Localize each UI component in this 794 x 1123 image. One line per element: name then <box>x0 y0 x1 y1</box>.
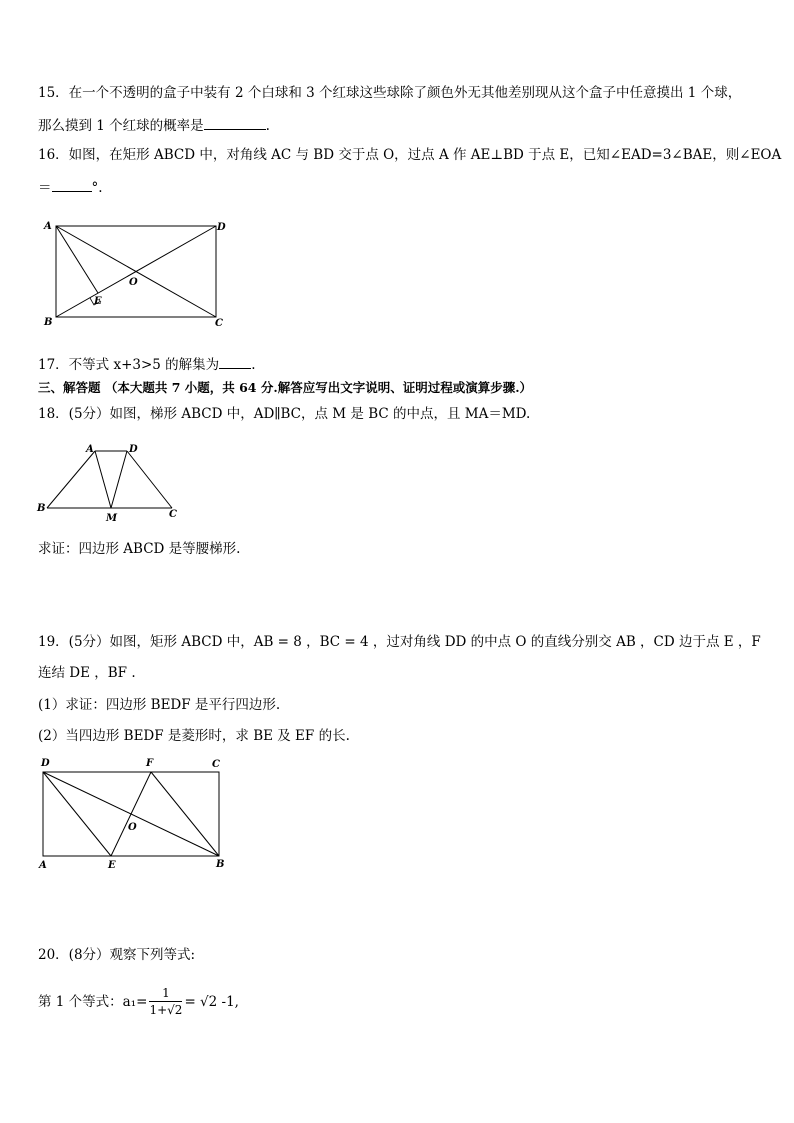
q19-segment-ef <box>111 772 151 856</box>
q19-label-f: F <box>146 758 154 769</box>
q19-label-c: C <box>212 759 220 770</box>
q17-line <box>38 354 255 374</box>
q18-label-b: B <box>37 503 46 514</box>
q18-side-dc <box>127 451 172 508</box>
q18-label-c: C <box>169 509 177 520</box>
q16-segment-ae <box>56 226 98 293</box>
q16-label-b: B <box>44 317 53 328</box>
q16-line1: 16．如图，在矩形 ABCD 中，对角线 AC 与 BD 交于点 O，过点 A 作 AE⊥BD 于点 E，已知∠EAD=3∠BAE，则∠EOA <box>38 147 782 163</box>
q19-figure <box>34 752 234 876</box>
q19-label-o: O <box>128 822 137 833</box>
q19-label-a: A <box>39 860 47 871</box>
q19-segment-de <box>43 772 111 856</box>
q16-label-a: A <box>44 221 52 232</box>
q20-frac-denominator: 1+√2 <box>149 1003 183 1017</box>
q18-side-ab <box>47 451 95 508</box>
q19-label-d: D <box>41 758 50 769</box>
q16-eq: ＝ <box>38 180 52 196</box>
q16-label-c: C <box>215 318 223 329</box>
q16-label-o: O <box>129 277 138 288</box>
q15-end: . <box>265 118 270 134</box>
q19-label-e: E <box>108 860 116 871</box>
section-3-header: 三、解答题 （本大题共 7 小题，共 64 分.解答应写出文字说明、证明过程或演算步骤.） <box>38 380 533 395</box>
q20-equation <box>38 984 239 1024</box>
q17-end: . <box>251 357 256 373</box>
q16-label-e: E <box>94 296 102 307</box>
q20-frac-numerator: 1 <box>149 986 182 1002</box>
q18-label-m: M <box>106 513 118 524</box>
q18-segment-ma <box>95 451 111 508</box>
q19-line1: 19．(5分）如图，矩形 ABCD 中，AB = 8 ，BC = 4 ，过对角线 DD 的中点 O 的直线分别交 AB ，CD 边于点 E ，F <box>38 634 761 650</box>
q16-line2 <box>38 177 103 197</box>
q19-part2: (2）当四边形 BEDF 是菱形时，求 BE 及 EF 的长. <box>38 728 350 744</box>
q20-eq-suffix: = √2 -1, <box>184 994 239 1010</box>
q19-segment-fb <box>151 772 219 856</box>
q16-answer-blank[interactable] <box>52 177 92 192</box>
q18-label-a: A <box>86 444 94 455</box>
q19-part1: (1）求证：四边形 BEDF 是平行四边形. <box>38 697 281 713</box>
q19-label-b: B <box>216 859 225 870</box>
q15-answer-blank[interactable] <box>204 115 266 130</box>
q17-answer-blank[interactable] <box>219 354 251 369</box>
q18-prove: 求证：四边形 ABCD 是等腰梯形. <box>38 541 241 557</box>
q17-text: 17．不等式 x+3>5 的解集为 <box>38 357 220 373</box>
q15-line2 <box>38 115 270 135</box>
q20-eq-prefix: 第 1 个等式：a₁= <box>38 994 148 1010</box>
q16-end: °. <box>91 180 103 196</box>
q20-fraction <box>149 986 182 1019</box>
q19-line2: 连结 DE ，BF . <box>38 665 136 681</box>
q20-text: 20．(8分）观察下列等式: <box>38 947 196 963</box>
q18-label-d: D <box>129 444 138 455</box>
q16-label-d: D <box>217 222 226 233</box>
q18-figure <box>36 440 186 526</box>
q16-figure <box>38 215 238 335</box>
q18-segment-md <box>111 451 127 508</box>
q15-line1: 15．在一个不透明的盒子中装有 2 个白球和 3 个红球这些球除了颜色外无其他差别现从这个盒子中任意摸出 1 个球， <box>38 85 742 101</box>
q18-text: 18．(5分）如图，梯形 ABCD 中，AD∥BC，点 M 是 BC 的中点，且 MA＝MD. <box>38 406 531 422</box>
q15-text: 那么摸到 1 个红球的概率是 <box>38 118 204 134</box>
